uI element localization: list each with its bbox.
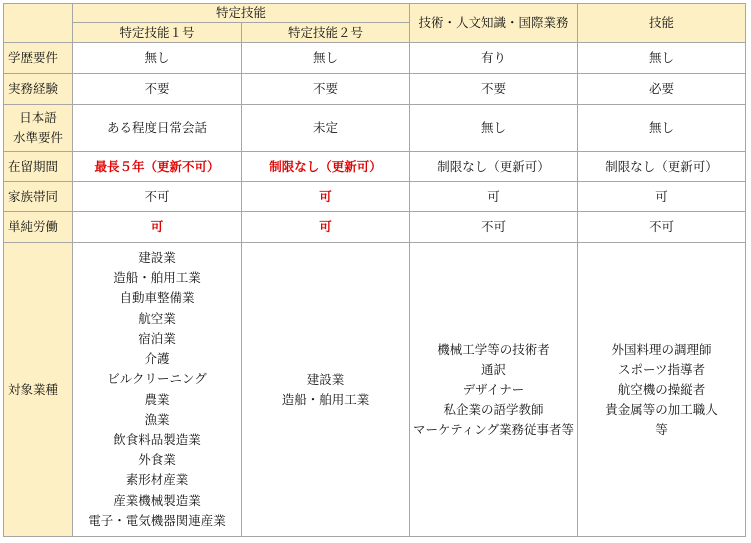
- row-industries: [4, 243, 746, 537]
- cell-experience-2: 不要: [242, 74, 410, 105]
- cell-family-3: 可: [410, 182, 578, 212]
- row-family: [4, 182, 746, 212]
- header-row-top: [4, 4, 746, 23]
- industry-item: 産業機械製造業: [113, 492, 201, 508]
- cell-education-2: 無し: [242, 43, 410, 74]
- cell-japanese-1: ある程度日常会話: [73, 105, 242, 152]
- header-col2: 特定技能２号: [242, 23, 410, 43]
- row-label-simple-labor: 単純労働: [4, 212, 73, 243]
- cell-family-4: 可: [578, 182, 746, 212]
- industry-item: ビルクリーニング: [107, 371, 207, 387]
- cell-industries-2: [242, 243, 410, 537]
- industry-item: 農業: [144, 391, 170, 407]
- visa-comparison-table: [3, 3, 746, 537]
- industry-item: 漁業: [144, 411, 170, 427]
- cell-simple-labor-4: 不可: [578, 212, 746, 243]
- industry-item: 介護: [144, 351, 170, 367]
- industry-item: 等: [655, 421, 668, 437]
- industry-item: 宿泊業: [138, 330, 176, 346]
- cell-stay-period-4: 制限なし（更新可）: [578, 152, 746, 182]
- cell-stay-period-2: 制限なし（更新可）: [242, 152, 410, 182]
- industry-item: 自動車整備業: [119, 290, 195, 306]
- industry-item: 航空業: [138, 310, 176, 326]
- industry-item: 素形材産業: [125, 472, 189, 488]
- row-label-japanese-line2: 水準要件: [12, 130, 63, 145]
- corner-cell: [4, 4, 73, 43]
- cell-industries-4: [578, 243, 746, 537]
- industry-item: 通訳: [480, 361, 506, 377]
- industry-item: 建設業: [306, 371, 345, 387]
- row-label-japanese-line1: 日本語: [19, 110, 57, 125]
- industry-item: 飲食料品製造業: [113, 431, 201, 447]
- cell-simple-labor-3: 不可: [410, 212, 578, 243]
- header-col4: 技能: [578, 4, 746, 43]
- row-experience: [4, 74, 746, 105]
- cell-family-1: 不可: [73, 182, 242, 212]
- row-label-education: 学歴要件: [4, 43, 73, 74]
- industry-item: 機械工学等の技術者: [437, 341, 550, 357]
- cell-family-2: 可: [242, 182, 410, 212]
- cell-education-4: 無し: [578, 43, 746, 74]
- cell-stay-period-1: 最長５年（更新不可）: [73, 152, 242, 182]
- header-col3: 技術・人文知識・国際業務: [410, 4, 578, 43]
- industry-item: 外食業: [138, 452, 176, 468]
- row-label-industries: 対象業種: [4, 243, 73, 537]
- cell-stay-period-3: 制限なし（更新可）: [410, 152, 578, 182]
- industry-item: 建設業: [138, 250, 176, 266]
- cell-experience-3: 不要: [410, 74, 578, 105]
- cell-education-3: 有り: [410, 43, 578, 74]
- row-label-japanese: [4, 105, 73, 152]
- cell-japanese-2: 未定: [242, 105, 410, 152]
- industry-item: 造船・舶用工業: [281, 391, 370, 407]
- row-japanese: [4, 105, 746, 152]
- header-tokutei-group: 特定技能: [73, 4, 410, 23]
- row-label-stay-period: 在留期間: [4, 152, 73, 182]
- row-label-experience: 実務経験: [4, 74, 73, 105]
- cell-simple-labor-2: 可: [242, 212, 410, 243]
- row-simple-labor: [4, 212, 746, 243]
- industry-item: 外国料理の調理師: [611, 341, 712, 357]
- industry-item: スポーツ指導者: [617, 361, 705, 377]
- cell-japanese-4: 無し: [578, 105, 746, 152]
- row-education: [4, 43, 746, 74]
- row-label-family: 家族帯同: [4, 182, 73, 212]
- industry-item: 造船・舶用工業: [113, 270, 201, 286]
- cell-japanese-3: 無し: [410, 105, 578, 152]
- row-stay-period: [4, 152, 746, 182]
- cell-experience-4: 必要: [578, 74, 746, 105]
- cell-industries-3: [410, 243, 578, 537]
- industry-item: マーケティング業務従事者等: [412, 421, 574, 437]
- industry-item: 貴金属等の加工職人: [605, 401, 718, 417]
- header-col1: 特定技能１号: [73, 23, 242, 43]
- cell-industries-1: [73, 243, 242, 537]
- cell-education-1: 無し: [73, 43, 242, 74]
- industry-item: 電子・電気機器関連産業: [88, 512, 226, 528]
- cell-experience-1: 不要: [73, 74, 242, 105]
- industry-item: デザイナー: [462, 381, 525, 397]
- industry-item: 私企業の語学教師: [443, 401, 544, 417]
- industry-item: 航空機の操縦者: [617, 381, 706, 397]
- cell-simple-labor-1: 可: [73, 212, 242, 243]
